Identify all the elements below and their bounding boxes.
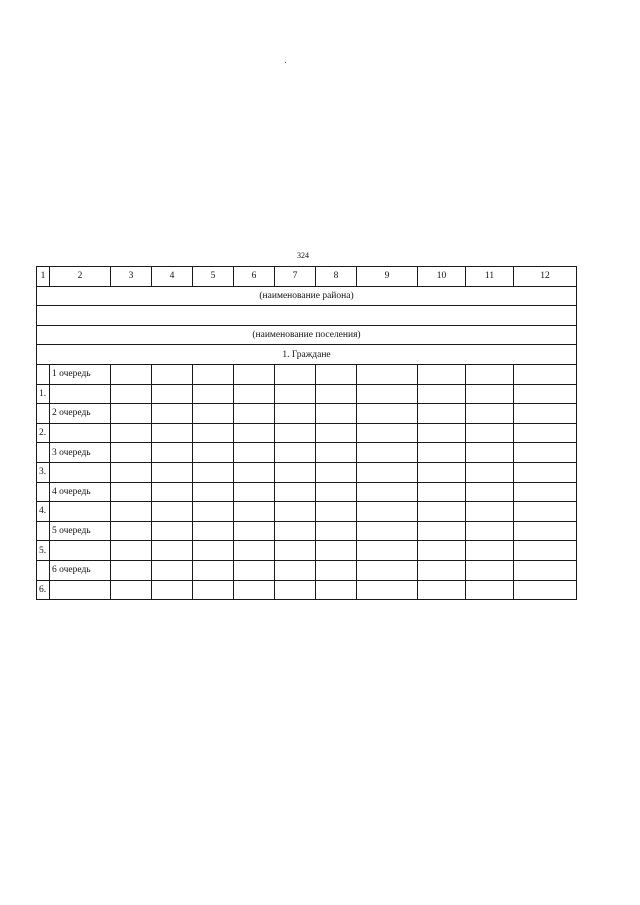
queue-row: [37, 560, 577, 580]
queue-row: [37, 443, 577, 463]
empty-cell: [111, 423, 152, 443]
queue-label: 3 очередь: [50, 443, 111, 463]
empty-cell: [316, 443, 357, 463]
queue-row: [37, 404, 577, 424]
empty-cell: [418, 541, 466, 561]
section-title: 1. Граждане: [37, 345, 577, 365]
empty-cell: [152, 580, 193, 600]
empty-cell: [275, 443, 316, 463]
empty-cell: [111, 560, 152, 580]
empty-cell: [234, 364, 275, 384]
empty-cell: [275, 364, 316, 384]
queue-label: 6 очередь: [50, 560, 111, 580]
settlement-row: [37, 325, 577, 345]
empty-cell: [418, 580, 466, 600]
empty-cell: [466, 364, 514, 384]
empty-cell: [50, 384, 111, 404]
empty-cell: [316, 580, 357, 600]
empty-cell: [193, 560, 234, 580]
column-number-cell: 9: [357, 267, 418, 287]
empty-cell: [193, 404, 234, 424]
queue-label: 1 очередь: [50, 364, 111, 384]
empty-cell: [152, 462, 193, 482]
empty-cell: [514, 502, 577, 522]
numbered-row: [37, 580, 577, 600]
empty-cell: [466, 384, 514, 404]
empty-cell: [193, 502, 234, 522]
queue-row: [37, 521, 577, 541]
empty-cell: [111, 443, 152, 463]
empty-cell: [357, 384, 418, 404]
empty-cell: [234, 502, 275, 522]
district-row: [37, 286, 577, 306]
empty-cell: [514, 364, 577, 384]
empty-cell: [193, 541, 234, 561]
empty-cell: [193, 443, 234, 463]
column-number-cell: 11: [466, 267, 514, 287]
queue-label: 2 очередь: [50, 404, 111, 424]
empty-cell: [357, 580, 418, 600]
empty-cell: [514, 521, 577, 541]
empty-cell: [275, 423, 316, 443]
column-number-row: [37, 267, 577, 287]
empty-cell: [316, 384, 357, 404]
empty-cell: [514, 580, 577, 600]
empty-cell: [234, 443, 275, 463]
empty-cell: [152, 443, 193, 463]
empty-cell: [357, 521, 418, 541]
queue-number-cell: [37, 560, 50, 580]
empty-cell: [152, 423, 193, 443]
column-number-cell: 1: [37, 267, 50, 287]
empty-cell: [234, 423, 275, 443]
empty-cell: [275, 502, 316, 522]
column-number-cell: 10: [418, 267, 466, 287]
empty-cell: [418, 384, 466, 404]
empty-cell: [234, 384, 275, 404]
empty-cell: [275, 384, 316, 404]
empty-cell: [357, 404, 418, 424]
queue-label: 5 очередь: [50, 521, 111, 541]
empty-cell: [152, 502, 193, 522]
empty-cell: [357, 364, 418, 384]
empty-cell: [152, 521, 193, 541]
form-table: [36, 266, 577, 600]
queue-number-cell: [37, 443, 50, 463]
queue-number-cell: [37, 521, 50, 541]
empty-cell: [316, 541, 357, 561]
empty-cell: [111, 364, 152, 384]
empty-cell: [152, 541, 193, 561]
blank-cell: [37, 306, 577, 326]
empty-cell: [466, 541, 514, 561]
empty-cell: [514, 462, 577, 482]
empty-cell: [316, 560, 357, 580]
empty-cell: [418, 364, 466, 384]
blank-row: [37, 306, 577, 326]
column-number-cell: 8: [316, 267, 357, 287]
numbered-row: [37, 462, 577, 482]
empty-cell: [50, 502, 111, 522]
empty-cell: [193, 384, 234, 404]
empty-cell: [466, 521, 514, 541]
empty-cell: [357, 423, 418, 443]
empty-cell: [316, 364, 357, 384]
empty-cell: [466, 462, 514, 482]
empty-cell: [466, 423, 514, 443]
section-row: [37, 345, 577, 365]
empty-cell: [111, 502, 152, 522]
row-number: 5.: [37, 541, 50, 561]
empty-cell: [234, 580, 275, 600]
empty-cell: [193, 423, 234, 443]
queue-row: [37, 482, 577, 502]
empty-cell: [514, 482, 577, 502]
queue-label: 4 очередь: [50, 482, 111, 502]
empty-cell: [111, 541, 152, 561]
empty-cell: [514, 404, 577, 424]
empty-cell: [514, 541, 577, 561]
empty-cell: [316, 482, 357, 502]
queue-number-cell: [37, 404, 50, 424]
empty-cell: [316, 502, 357, 522]
empty-cell: [418, 560, 466, 580]
empty-cell: [50, 541, 111, 561]
empty-cell: [193, 521, 234, 541]
empty-cell: [152, 364, 193, 384]
empty-cell: [418, 521, 466, 541]
empty-cell: [152, 404, 193, 424]
empty-cell: [234, 462, 275, 482]
empty-cell: [234, 404, 275, 424]
numbered-row: [37, 423, 577, 443]
column-number-cell: 4: [152, 267, 193, 287]
empty-cell: [193, 482, 234, 502]
empty-cell: [234, 541, 275, 561]
empty-cell: [357, 462, 418, 482]
empty-cell: [316, 423, 357, 443]
empty-cell: [418, 404, 466, 424]
queue-row: [37, 364, 577, 384]
empty-cell: [275, 541, 316, 561]
numbered-row: [37, 541, 577, 561]
empty-cell: [514, 384, 577, 404]
page-number: 324: [297, 251, 309, 260]
row-number: 4.: [37, 502, 50, 522]
queue-number-cell: [37, 364, 50, 384]
empty-cell: [418, 502, 466, 522]
empty-cell: [193, 580, 234, 600]
empty-cell: [514, 443, 577, 463]
empty-cell: [275, 482, 316, 502]
empty-cell: [50, 423, 111, 443]
empty-cell: [193, 364, 234, 384]
empty-cell: [514, 423, 577, 443]
empty-cell: [50, 462, 111, 482]
empty-cell: [152, 384, 193, 404]
row-number: 3.: [37, 462, 50, 482]
empty-cell: [193, 462, 234, 482]
empty-cell: [466, 482, 514, 502]
empty-cell: [275, 560, 316, 580]
empty-cell: [234, 560, 275, 580]
empty-cell: [466, 580, 514, 600]
empty-cell: [275, 521, 316, 541]
empty-cell: [111, 580, 152, 600]
empty-cell: [418, 443, 466, 463]
column-number-cell: 6: [234, 267, 275, 287]
empty-cell: [50, 580, 111, 600]
district-caption: (наименование района): [37, 286, 577, 306]
empty-cell: [357, 443, 418, 463]
empty-cell: [152, 482, 193, 502]
queue-number-cell: [37, 482, 50, 502]
empty-cell: [357, 482, 418, 502]
column-number-cell: 3: [111, 267, 152, 287]
empty-cell: [357, 502, 418, 522]
empty-cell: [275, 462, 316, 482]
empty-cell: [316, 521, 357, 541]
empty-cell: [466, 404, 514, 424]
empty-cell: [234, 482, 275, 502]
empty-cell: [357, 560, 418, 580]
empty-cell: [234, 521, 275, 541]
empty-cell: [152, 560, 193, 580]
row-number: 6.: [37, 580, 50, 600]
empty-cell: [316, 462, 357, 482]
empty-cell: [316, 404, 357, 424]
settlement-caption: (наименование поселения): [37, 325, 577, 345]
empty-cell: [111, 521, 152, 541]
numbered-row: [37, 384, 577, 404]
column-number-cell: 12: [514, 267, 577, 287]
empty-cell: [111, 384, 152, 404]
scan-speck: [285, 62, 286, 63]
empty-cell: [275, 580, 316, 600]
empty-cell: [418, 482, 466, 502]
empty-cell: [466, 443, 514, 463]
empty-cell: [514, 560, 577, 580]
empty-cell: [111, 462, 152, 482]
empty-cell: [418, 462, 466, 482]
empty-cell: [466, 502, 514, 522]
empty-cell: [357, 541, 418, 561]
row-number: 1.: [37, 384, 50, 404]
numbered-row: [37, 502, 577, 522]
empty-cell: [418, 423, 466, 443]
row-number: 2.: [37, 423, 50, 443]
column-number-cell: 7: [275, 267, 316, 287]
empty-cell: [466, 560, 514, 580]
empty-cell: [111, 482, 152, 502]
column-number-cell: 2: [50, 267, 111, 287]
column-number-cell: 5: [193, 267, 234, 287]
empty-cell: [111, 404, 152, 424]
empty-cell: [275, 404, 316, 424]
